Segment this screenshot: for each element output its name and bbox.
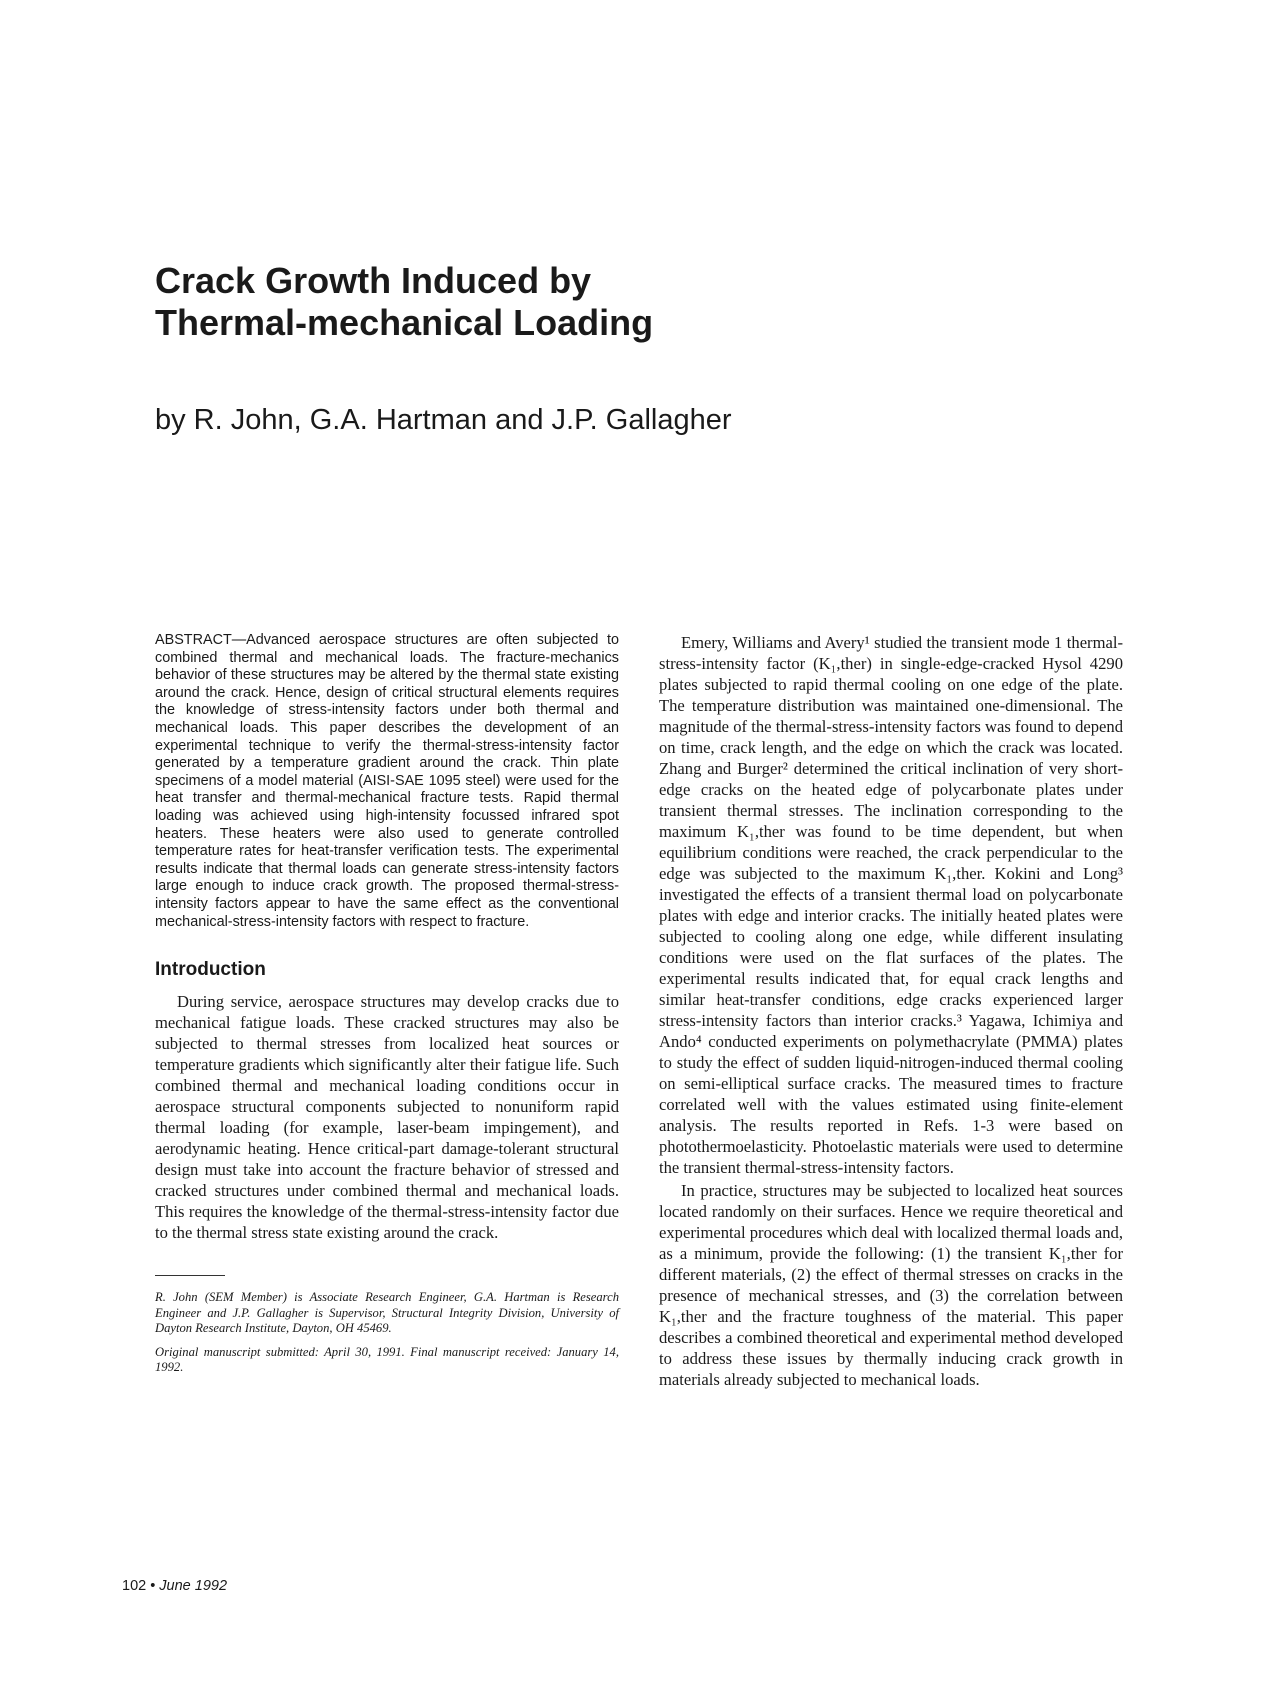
issue-date: June 1992 <box>159 1578 228 1594</box>
introduction-paragraph: During service, aerospace structures may develop cracks due to mechanical fatigue loads. These cracked structures may also be subjected to thermal stresses from localized heat sources or temperature gradients which significantly alter their fatigue life. Such combined thermal and mechanical loading conditions occur in aerospace structural components subjected to nonuniform rapid thermal loading (for example, laser-beam impingement), and aerodynamic heating. Hence critical-part damage-tolerant structural design must take into account the fracture behavior of stressed and cracked structures under combined thermal and mechanical loads. This requires the knowledge of the thermal-stress-intensity factor due to the thermal stress state existing around the crack. <box>155 992 619 1243</box>
footnote-divider <box>155 1275 225 1276</box>
right-column <box>659 632 1123 1390</box>
body-paragraph: Emery, Williams and Avery¹ studied the transient mode 1 thermal-stress-intensity factor (K₁,ther) in single-edge-cracked Hysol 4290 plates subjected to rapid thermal cooling on one edge of the plate. The temperature distribution was maintained one-dimensional. The magnitude of the thermal-stress-intensity factors was found to depend on time, crack length, and the edge on which the crack was located. Zhang and Burger² determined the critical inclination of very short-edge cracks on the heated edge of polycarbonate plates under transient thermal stresses. The inclination corresponding to the maximum K₁,ther was found to be time dependent, but when equilibrium conditions were reached, the crack perpendicular to the edge was subjected to the maximum K₁,ther. Kokini and Long³ investigated the effects of a transient thermal load on polycarbonate plates with edge and interior cracks. The initially heated plates were subjected to cooling along one edge, while different insulating conditions were used on the flat surfaces of the plates. The experimental results indicated that, for equal crack lengths and similar heat-transfer conditions, edge cracks experienced larger stress-intensity factors than interior cracks.³ Yagawa, Ichimiya and Ando⁴ conducted experiments on polymethacrylate (PMMA) plates to study the effect of sudden liquid-nitrogen-induced thermal cooling on semi-elliptical surface cracks. The measured times to fracture correlated well with the values estimated using finite-element analysis. The results reported in Refs. 1-3 were based on photothermoelasticity. Photoelastic materials were used to determine the transient thermal-stress-intensity factors. <box>659 633 1123 1177</box>
left-column <box>155 632 619 1384</box>
author-affiliation-footnote: R. John (SEM Member) is Associate Research Engineer, G.A. Hartman is Research Engineer and J.P. Gallagher is Supervisor, Structural Integrity Division, University of Dayton Research Institute, Dayton, OH 45469. <box>155 1290 619 1336</box>
page-number: 102 <box>122 1578 147 1594</box>
abstract: ABSTRACT—Advanced aerospace structures are often subjected to combined thermal and mechanical loads. The fracture-mechanics behavior of these structures may be altered by the thermal state existing around the crack. Hence, design of critical structural elements requires the knowledge of stress-intensity factors under both thermal and mechanical loads. This paper describes the development of an experimental technique to verify the thermal-stress-intensity factor generated by a temperature gradient around the crack. Thin plate specimens of a model material (AISI-SAE 1095 steel) were used for the heat transfer and thermal-mechanical fracture tests. Rapid thermal loading was achieved using high-intensity focussed infrared spot heaters. These heaters were also used to generate controlled temperature rates for heat-transfer verification tests. The experimental results indicate that thermal loads can generate stress-intensity factors large enough to induce crack growth. The proposed thermal-stress-intensity factors appear to have the same effect as the conventional mechanical-stress-intensity factors with respect to fracture. <box>155 632 619 930</box>
body-paragraph: In practice, structures may be subjected to localized heat sources located randomly on their surfaces. Hence we require theoretical and experimental procedures which deal with localized thermal loads and, as a minimum, provide the following: (1) the transient K₁,ther for different materials, (2) the effect of thermal stresses on cracks in the presence of mechanical stresses, and (3) the correlation between K₁,ther and the fracture toughness of the material. This paper describes a combined theoretical and experimental method developed to address these issues by thermally inducing crack growth in materials already subjected to mechanical loads. <box>659 1181 1123 1389</box>
article-title <box>155 260 855 344</box>
page-footer <box>122 1578 227 1594</box>
author-byline: by R. John, G.A. Hartman and J.P. Gallagher <box>155 404 732 436</box>
footer-bullet: • <box>150 1578 156 1594</box>
title-line-2: Thermal-mechanical Loading <box>155 302 654 343</box>
title-line-1: Crack Growth Induced by <box>155 260 592 301</box>
manuscript-dates-footnote: Original manuscript submitted: April 30, 1991. Final manuscript received: January 14, 1992. <box>155 1344 619 1375</box>
introduction-heading: Introduction <box>155 959 266 981</box>
